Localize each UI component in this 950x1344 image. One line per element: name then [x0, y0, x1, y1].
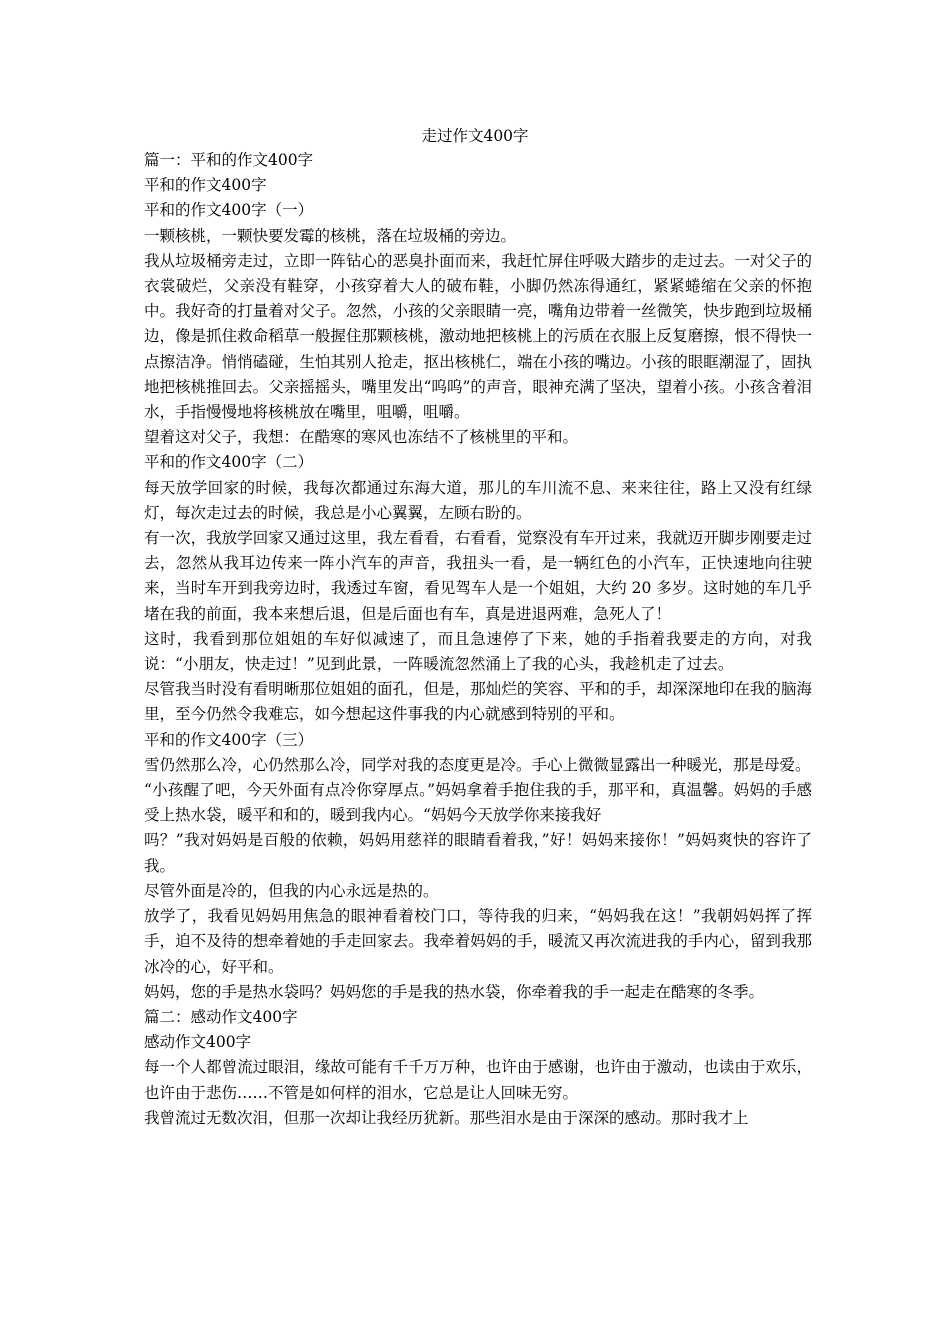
paragraph: 雪仍然那么冷，心仍然那么冷，同学对我的态度更是冷。手心上微微显露出一种暖光，那是母爱。 — [144, 755, 811, 774]
paragraph: 望着这对父子，我想：在酷寒的寒风也冻结不了核桃里的平和。 — [144, 428, 579, 447]
article-title: 平和的作文400字 — [144, 176, 267, 195]
subsection-heading: 平和的作文400字（二） — [144, 453, 314, 472]
document-body — [144, 148, 812, 1131]
paragraph: 每一个人都曾流过眼泪，缘故可能有千千万万种，也许由于感谢，也许由于激动，也读由于欢乐，也许由于悲伤……不管是如何样的泪水，它总是让人回味无穷。 — [144, 1058, 812, 1102]
paragraph: 有一次，我放学回家又通过这里，我左看看，右看看，觉察没有车开过来，我就迈开脚步刚要走过去，忽然从我耳边传来一阵小汽车的声音，我扭头一看，是一辆红色的小汽车，正快速地向往驶来，当时车开到我旁边时，我透过车窗，看见驾车人是一个姐姐，大约 20 多岁。这时她的车几乎堵在我的前面，我本来想后退，但是后面也有车，真是进退两难，急死人了！ — [144, 529, 812, 623]
paragraph: 一颗核桃，一颗快要发霉的核桃，落在垃圾桶的旁边。 — [144, 226, 517, 245]
paragraph: 这时，我看到那位姐姐的车好似减速了，而且急速停了下来，她的手指着我要走的方向，对我说：“小朋友，快走过！”见到此景，一阵暖流忽然涌上了我的心头，我趁机走了过去。 — [144, 629, 812, 674]
paragraph: 尽管外面是冷的，但我的内心永远是热的。 — [144, 881, 439, 900]
paragraph: 吗？”我对妈妈是百般的依赖，妈妈用慈祥的眼睛看着我，”好！妈妈来接你！”妈妈爽快的容许了我。 — [144, 831, 812, 875]
article-title: 感动作文400字 — [144, 1033, 252, 1052]
paragraph: 妈妈，您的手是热水袋吗？妈妈您的手是我的热水袋，你牵着我的手一起走在酷寒的冬季。 — [144, 982, 765, 1001]
paragraph: 放学了，我看见妈妈用焦急的眼神看着校门口，等待我的归来，“妈妈我在这！”我朝妈妈挥了挥手，迫不及待的想牵着她的手走回家去。我牵着妈妈的手，暖流又再次流进我的手内心，留到我那冰冷的心，好平和。 — [144, 907, 812, 976]
section-heading: 篇一：平和的作文400字 — [144, 151, 314, 169]
paragraph: 我曾流过无数次泪，但那一次却让我经历犹新。那些泪水是由于深深的感动。那时我才上 — [144, 1108, 749, 1127]
paragraph: 我从垃圾桶旁走过，立即一阵钻心的恶臭扑面而来，我赶忙屏住呼吸大踏步的走过去。一对父子的衣裳破烂，父亲没有鞋穿，小孩穿着大人的破布鞋，小脚仍然冻得通红，紧紧蜷缩在父亲的怀抱中。我好奇的打量着对父子。忽然，小孩的父亲眼睛一亮，嘴角边带着一丝微笑，快步跑到垃圾桶边，像是抓住救命稻草一般握住那颗核桃，激动地把核桃上的污质在衣服上反复磨擦，恨不得快一点擦洁净。悄悄磕碰，生怕其别人抢走，抠出核桃仁，端在小孩的嘴边。小孩的眼眶潮湿了，固执地把核桃推回去。父亲摇摇头，嘴里发出“呜呜”的声音，眼神充满了坚决，望着小孩。小孩含着泪水，手指慢慢地将核桃放在嘴里，咀嚼，咀嚼。 — [144, 251, 812, 422]
subsection-heading: 平和的作文400字（三） — [144, 730, 314, 749]
subsection-heading: 平和的作文400字（一） — [144, 201, 314, 220]
paragraph: 尽管我当时没有看明晰那位姐姐的面孔，但是，那灿烂的笑容、平和的手，却深深地印在我的脑海里，至今仍然令我难忘，如今想起这件事我的内心就感到特别的平和。 — [144, 680, 812, 724]
paragraph: 每天放学回家的时候，我每次都通过东海大道，那儿的车川流不息、来来往往，路上又没有红绿灯，每次走过去的时候，我总是小心翼翼，左顾右盼的。 — [144, 478, 812, 522]
section-heading: 篇二：感动作文400字 — [144, 1007, 298, 1026]
paragraph: “小孩醒了吧，今天外面有点冷你穿厚点。”妈妈拿着手抱住我的手，那平和，真温馨。妈妈的手感受上热水袋，暖平和和的，暖到我内心。“妈妈今天放学你来接我好 — [144, 781, 812, 825]
document-title: 走过作文400字 — [421, 127, 529, 145]
